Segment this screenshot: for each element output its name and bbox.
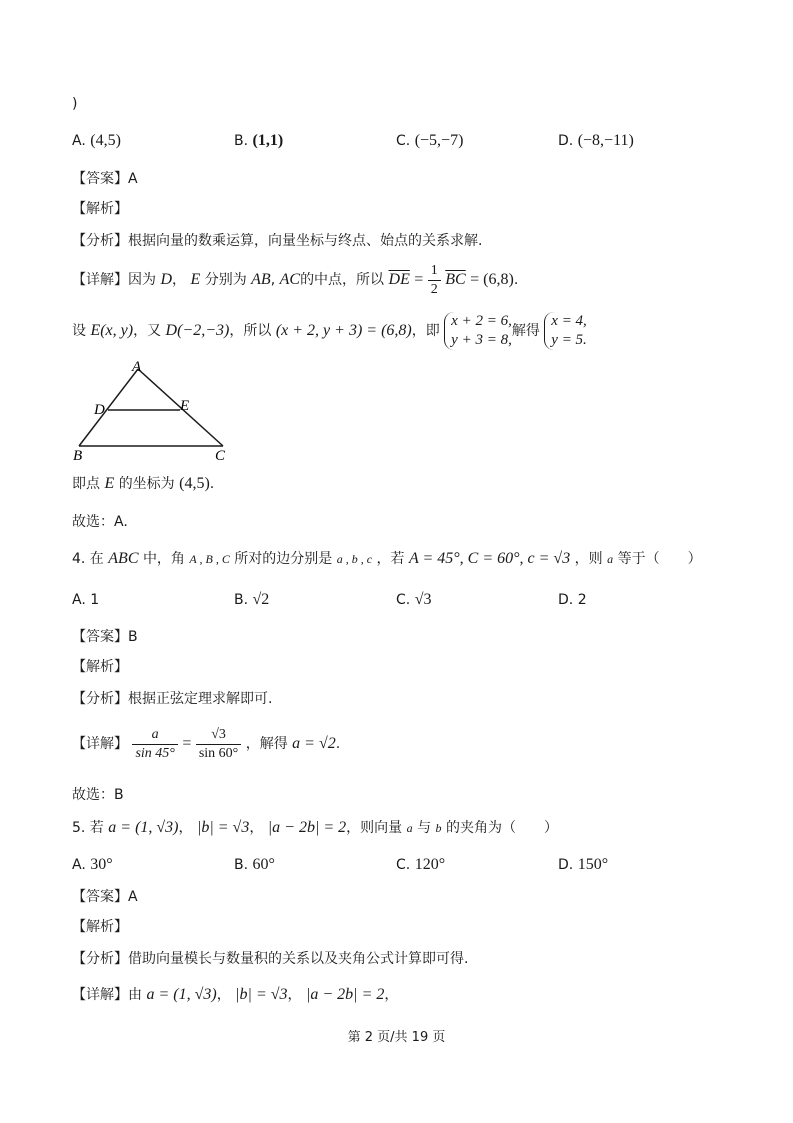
fraction-one-half: $\frac{1}{2}$ (428, 262, 441, 299)
q3-fenxi: 【分析】根据向量的数乘运算，向量坐标与终点、始点的关系求解. (72, 233, 483, 249)
q5-jiexi: 【解析】 (72, 919, 128, 935)
q3-option-a: A. (4,5) (72, 132, 121, 149)
q4-xiangjie: 【详解】 $\frac{a}{\sin 45^\circ}$ = $\frac{√3}{\sin 60^\circ}$ ，解得 a = √2. (72, 726, 341, 761)
q3-jiexi: 【解析】 (72, 201, 128, 217)
q3-answer: 【答案】A (72, 171, 138, 187)
q5-option-a: A. 30° (72, 856, 113, 873)
fraction-sqrt3-sin60: $\frac{√3}{\sin 60^\circ}$ (196, 726, 241, 763)
label-b: B (73, 448, 83, 464)
fraction-a-sin45: $\frac{a}{\sin 45^\circ}$ (132, 726, 177, 763)
side-ab (79, 369, 138, 446)
q4-option-d: D. 2 (558, 592, 587, 608)
q5-fenxi: 【分析】借助向量模长与数量积的关系以及夹角公式计算即可得. (72, 951, 469, 967)
q3-line2: 设 E(x, y)，又 D(−2,−3)，所以 (x + 2, y + 3) = (6,8)，即 x + 2 = 6, y + 3 = 8,解得 x = 4, y = 5. (72, 313, 587, 348)
q5-option-d: D. 150° (558, 856, 609, 873)
q3-jidian: 即点 E 的坐标为 (4,5). (72, 475, 215, 492)
q3-guxuan: 故选：A. (72, 514, 128, 530)
label-a: A (132, 359, 142, 375)
equation-system-2: x = 4, y = 5. (544, 312, 587, 350)
page-footer: 第 2 页/共 19 页 (347, 1030, 446, 1045)
q5-xiangjie: 【详解】由 a = (1, √3)， |b| = √3， |a − 2b| = 2， (72, 986, 399, 1003)
q5-stem: 5. 若 a = (1, √3)， |b| = √3， |a − 2b| = 2，则向量 a 与 b 的夹角为（ ） (72, 819, 558, 836)
q3-option-c: C. (−5,−7) (396, 132, 464, 149)
q3-option-b: B. (1,1) (234, 132, 284, 149)
q4-stem: 4. 在 ABC 中，角 A , B , C 所对的边分别是 a , b , c ，若 A = 45°, C = 60°, c = √3 ，则 a 等于（ ） (72, 550, 702, 567)
q4-answer: 【答案】B (72, 629, 138, 645)
triangle-figure (68, 358, 238, 466)
q4-option-b: B. √2 (234, 591, 270, 608)
q4-jiexi: 【解析】 (72, 659, 128, 675)
label-d: D (94, 402, 105, 418)
label-c: C (215, 448, 226, 464)
q5-option-b: B. 60° (234, 856, 275, 873)
q5-option-c: C. 120° (396, 856, 446, 873)
q3-option-d: D. (−8,−11) (558, 132, 634, 149)
q4-option-c: C. √3 (396, 591, 432, 608)
q3-xiangjie: 【详解】因为 D， E 分别为 AB, AC的中点，所以 $\overline{DE}$ = $\frac{1}{2}$ $\overline{BC} = (6,8)$. (72, 262, 519, 297)
q4-fenxi: 【分析】根据正弦定理求解即可. (72, 691, 273, 707)
label-e: E (180, 398, 190, 414)
q3-tail: ) (72, 96, 78, 112)
q4-guxuan: 故选：B (72, 787, 124, 803)
equation-system-1: x + 2 = 6, y + 3 = 8, (444, 312, 512, 350)
q4-option-a: A. 1 (72, 592, 100, 608)
q5-answer: 【答案】A (72, 889, 138, 905)
